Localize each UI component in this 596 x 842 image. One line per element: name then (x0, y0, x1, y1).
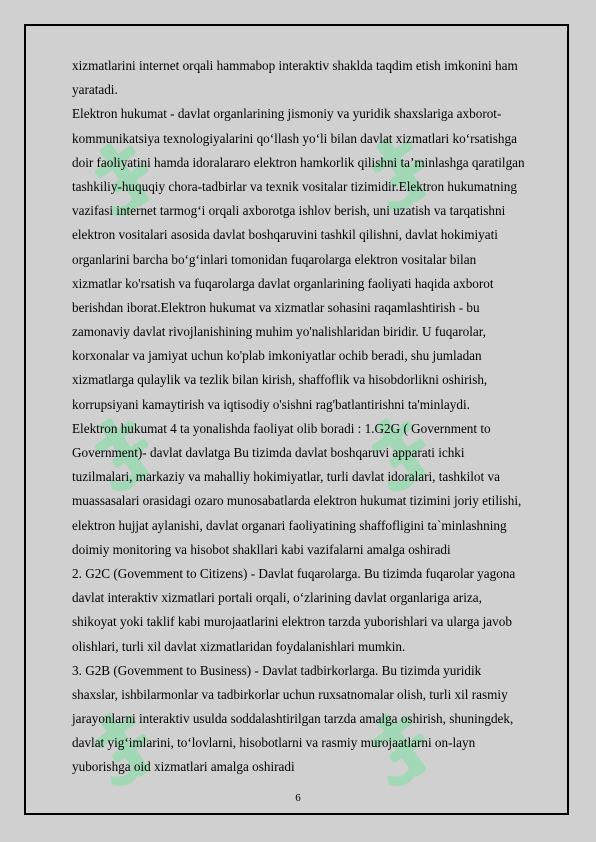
text-line: shikoyat yoki taklif kabi murojaatlarini elektron tarzda yuborishlari va ularga javob (72, 614, 512, 630)
text-line: kommunikatsiya texnologiyalarini qo‘llash yo‘li bilan davlat xizmatlari ko‘rsatishga (72, 130, 517, 146)
text-line: korrupsiyani kamaytirish va iqtisodiy o'sishni rag'batlantirishni ta'minlaydi. (72, 396, 470, 412)
text-line: jarayonlarni interaktiv usulda soddalashtirilgan tarzda amalga oshirish, shuningdek, (72, 711, 514, 727)
text-line: elektron vositalari asosida davlat boshqaruvini tashkil qilishni, davlat hokimiyati (72, 227, 498, 243)
text-line: doir faoliyatini hamda idoralararo elektron hamkorlik qilishni ta’minlashga qaratilgan (72, 154, 525, 170)
text-line: yuborishga oid xizmatlari amalga oshiradi (72, 759, 295, 775)
text-line: doimiy monitoring va hisobot shakllari kabi vazifalarni amalga oshiradi (72, 541, 451, 557)
text-line: shaxslar, ishbilarmonlar va tadbirkorlar uchun ruxsatnomalar olish, turli xil rasmiy (72, 686, 508, 702)
body-text (72, 54, 556, 780)
text-line: Elektron hukumat 4 ta yonalishda faoliyat olib boradi : 1.G2G ( Government to (72, 420, 491, 436)
text-line: yaratadi. (72, 82, 118, 98)
text-line: 2. G2C (Govemment to Citizens) - Davlat fuqarolarga. Bu tizimda fuqarolar yagona (72, 565, 516, 581)
text-line: tuzilmalari, markaziy va mahalliy hokimiyatlar, turli davlat idoralari, tashkilot va (72, 469, 500, 485)
text-line: zamonaviy davlat rivojlanishining muhim yo'nalishlaridan biridir. U fuqarolar, (72, 324, 486, 340)
text-line: muassasalari orasidagi ozaro munosabatlarda elektron hukumat tizimini joriy etilishi, (72, 493, 522, 509)
text-line: tashkiliy-huquqiy chora-tadbirlar va texnik vositalar tizimidir.Elektron hukumatning (72, 178, 517, 194)
text-line: Government)- davlat davlatga Bu tizimda davlat boshqaruvi apparati ichki (72, 445, 465, 460)
text-line: organlarini barcha bo‘g‘inlari tomonidan fuqarolarga elektron vositalar bilan (72, 251, 477, 267)
text-line: davlat yig‘imlarini, to‘lovlarni, hisobotlarni va rasmiy murojaatlarni on-layn (72, 735, 476, 751)
text-line: elektron hujjat aylanishi, davlat organari faoliyatining shaffofligini ta`minlashning (72, 517, 507, 533)
text-line: berishdan iborat.Elektron hukumat va xizmatlar sohasini raqamlashtirish - bu (72, 299, 480, 315)
text-line: korxonalar va jamiyat uchun ko'plab imkoniyatlar ochib beradi, shu jumladan (72, 348, 482, 364)
page-number: 6 (295, 792, 301, 804)
text-line: olishlari, turli xil davlat xizmatlaridan foydalanishlari mumkin. (72, 638, 406, 654)
text-line: vazifasi internet tarmog‘i orqali axborotga ishlov berish, uni uzatish va tarqatishni (72, 203, 506, 219)
text-line: xizmatlarga qulaylik va tezlik bilan kirish, shaffoflik va hisobdorlikni oshirish, (72, 372, 488, 388)
text-line: Elektron hukumat - davlat organlarining jismoniy va yuridik shaxslariga axborot- (72, 106, 502, 122)
text-line: 3. G2B (Govemment to Business) - Davlat tadbirkorlarga. Bu tizimda yuridik (72, 662, 482, 678)
text-line: davlat interaktiv xizmatlari portali orqali, o‘zlarining davlat organlariga ariza, (72, 590, 482, 606)
text-line: xizmatlar ko'rsatish va fuqarolarga davlat organlarining faoliyati haqida axborot (72, 275, 494, 291)
text-line: xizmatlarini internet orqali hammabop interaktiv shaklda taqdim etish imkonini ham (72, 58, 518, 73)
